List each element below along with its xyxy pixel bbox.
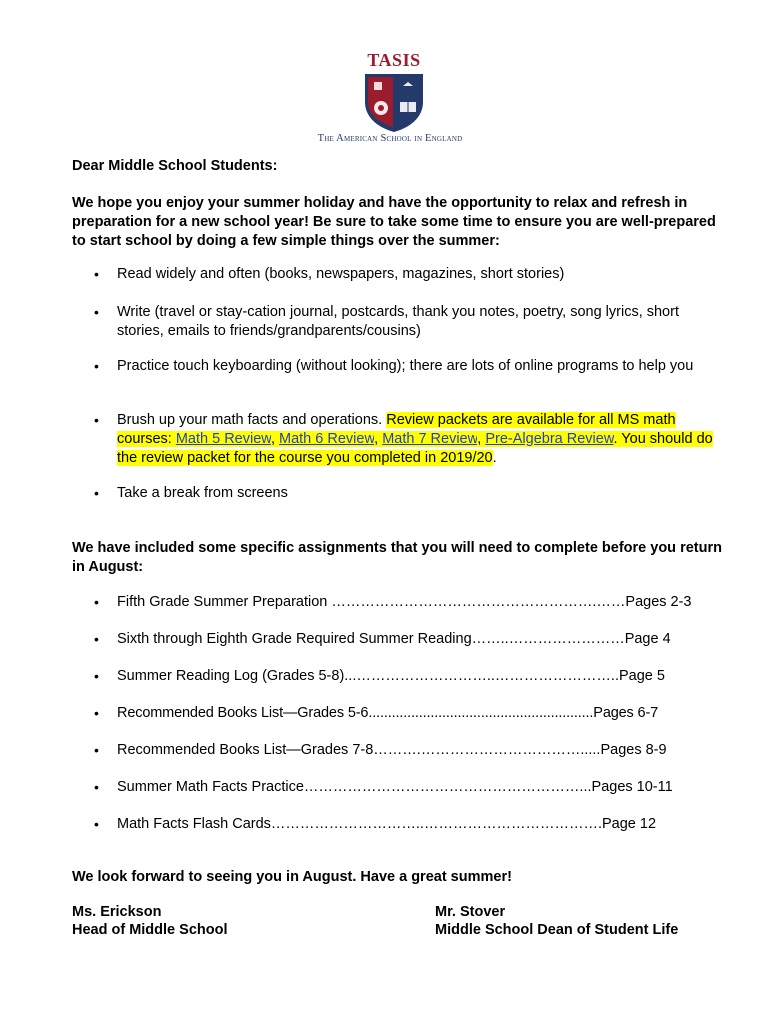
- bullet-a7: •: [94, 816, 99, 832]
- bullet-4: •: [94, 412, 99, 428]
- school-tagline: The American School in England: [317, 133, 463, 144]
- signature-left-title: Head of Middle School: [72, 922, 228, 938]
- closing-line: We look forward to seeing you in August. Have a great summer!: [72, 869, 512, 885]
- assignment-item: Recommended Books List—Grades 5-6..........................................................Pages 6-7: [117, 705, 659, 721]
- assignment-item: Math Facts Flash Cards…………………………..……………………………….Page 12: [117, 816, 657, 832]
- bullet-3: •: [94, 358, 99, 374]
- signature-left-name: Ms. Erickson: [72, 904, 162, 920]
- tip-keyboarding: Practice touch keyboarding (without looking); there are lots of online programs to help you: [117, 358, 694, 374]
- assignment-item: Recommended Books List—Grades 7-8……….…………………………….....Pages 8-9: [117, 742, 667, 758]
- bullet-5: •: [94, 485, 99, 501]
- signature-right-title: Middle School Dean of Student Life: [435, 922, 679, 938]
- separator: ,: [374, 431, 383, 447]
- school-logo-text: TASIS: [367, 50, 421, 70]
- bullet-2: •: [94, 304, 99, 320]
- tip-screens: Take a break from screens: [117, 485, 288, 501]
- tip-math: [117, 411, 717, 468]
- tip-math-text: Brush up your math facts and operations.: [117, 412, 387, 428]
- signature-right-name: Mr. Stover: [435, 904, 506, 920]
- assignment-item: Sixth through Eighth Grade Required Summer Reading……..……………………Page 4: [117, 631, 671, 647]
- assignment-item: Fifth Grade Summer Preparation ……………………………………………….……Pages 2-3: [117, 594, 692, 610]
- bullet-a3: •: [94, 668, 99, 684]
- highlight-text: . You should do the review packet for the course you completed in 2019/20: [117, 431, 713, 466]
- assignment-item: Summer Math Facts Practice…………………………………………………...Pages 10-11: [117, 779, 673, 795]
- tip-write: Write (travel or stay-cation journal, postcards, thank you notes, poetry, song lyrics, short stories, emails to friends/grandparents/cousins): [117, 304, 679, 339]
- assignments-intro: We have included some specific assignments that you will need to complete before you return in August:: [72, 540, 722, 575]
- pre-algebra-review-link[interactable]: Pre-Algebra Review: [485, 431, 614, 447]
- bullet-a1: •: [94, 594, 99, 610]
- bullet-a2: •: [94, 631, 99, 647]
- intro-paragraph: We hope you enjoy your summer holiday and have the opportunity to relax and refresh in preparation for a new school year! Be sure to take some time to ensure you are well-prepared to start school by doing a few simple things over the summer:: [72, 195, 716, 249]
- bullet-a4: •: [94, 705, 99, 721]
- separator: ,: [477, 431, 486, 447]
- tip-read: Read widely and often (books, newspapers, magazines, short stories): [117, 266, 565, 282]
- greeting: Dear Middle School Students:: [72, 158, 278, 174]
- separator: ,: [270, 431, 280, 447]
- highlight-text: Review packets are available for all MS math courses:: [117, 412, 676, 447]
- bullet-a6: •: [94, 779, 99, 795]
- math6-review-link[interactable]: Math 6 Review: [279, 431, 375, 447]
- math7-review-link[interactable]: Math 7 Review: [382, 431, 478, 447]
- math5-review-link[interactable]: Math 5 Review: [175, 431, 271, 447]
- bullet-1: •: [94, 266, 99, 282]
- tip-math-end: .: [492, 450, 497, 466]
- assignment-item: Summer Reading Log (Grades 5-8)...………………………..……………………..Page 5: [117, 668, 665, 684]
- school-crest-icon: [363, 72, 425, 134]
- bullet-a5: •: [94, 742, 99, 758]
